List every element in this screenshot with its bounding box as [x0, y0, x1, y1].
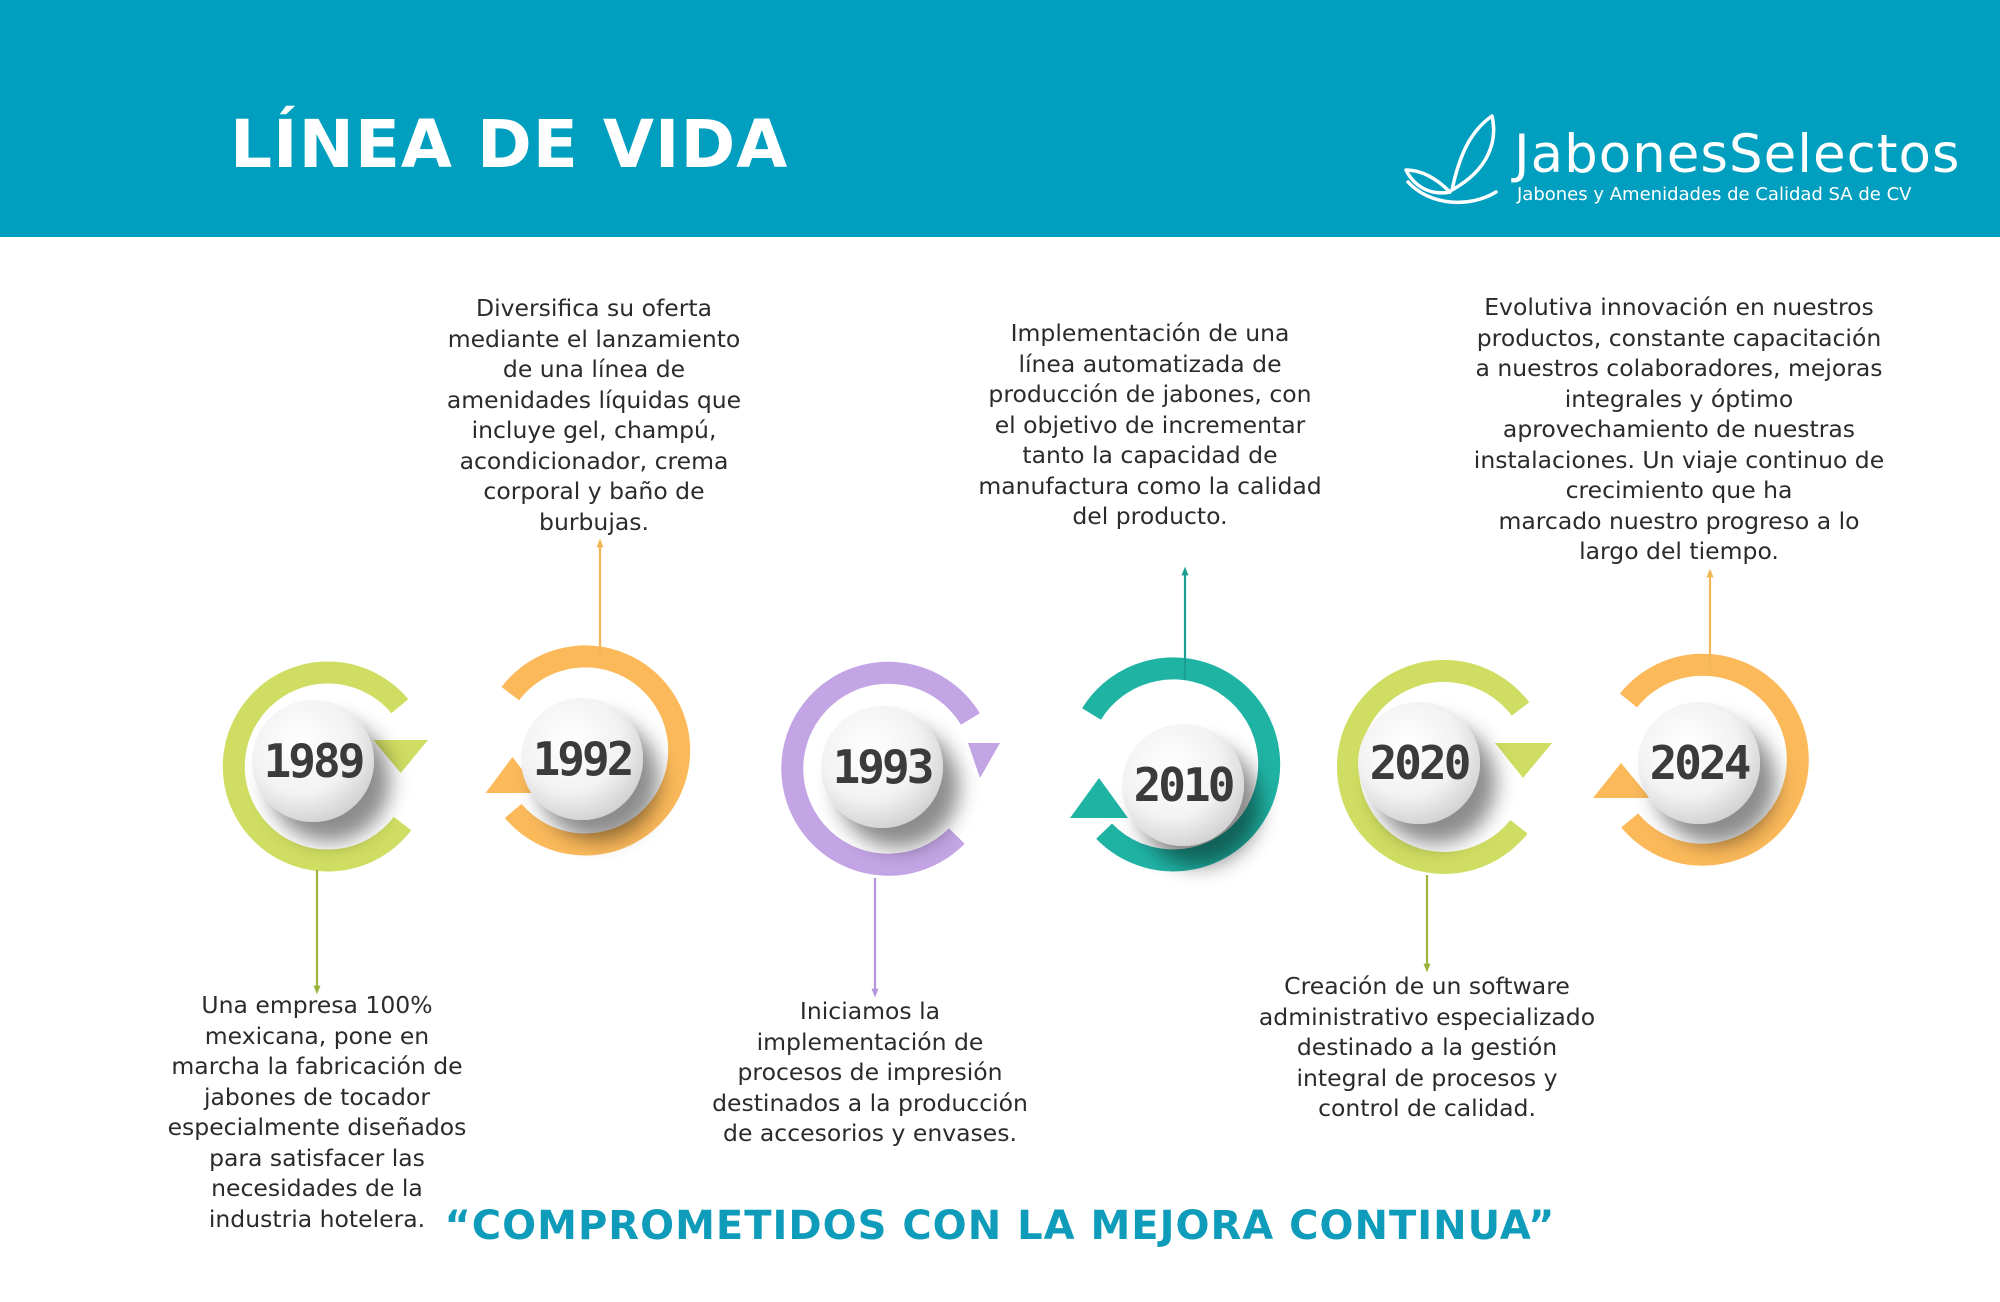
description-line: aprovechamiento de nuestras [1502, 415, 1856, 443]
description-line: crecimiento que ha [1565, 476, 1793, 504]
description-line: Evolutiva innovación en nuestros [1484, 293, 1874, 321]
description-line: producción de jabones, con [988, 380, 1312, 408]
motto-slogan: “COMPROMETIDOS CON LA MEJORA CONTINUA” [444, 1203, 1556, 1249]
description-line: acondicionador, crema [459, 446, 729, 475]
year-label: 1992 [532, 732, 632, 786]
description-line: administrativo especializado [1258, 1002, 1596, 1031]
description-line: mediante el lanzamiento [447, 324, 741, 353]
milestone-1992 [486, 543, 680, 844]
cycle-arrowhead [968, 743, 1000, 778]
description-line: Creación de un software [1284, 972, 1570, 1000]
milestone-2010 [1070, 571, 1269, 860]
year-label: 1989 [263, 734, 363, 788]
description-line: instalaciones. Un viaje continuo de [1473, 445, 1885, 474]
milestone-description-2020 [1259, 971, 1595, 1124]
description-line: mexicana, pone en [204, 1021, 430, 1050]
description-line: de accesorios y envases. [723, 1119, 1017, 1147]
milestone-description-1989 [168, 990, 467, 1234]
description-line: procesos de impresión [737, 1058, 1003, 1086]
year-label: 1993 [832, 740, 932, 794]
description-line: del producto. [1072, 502, 1228, 530]
description-line: especialmente diseñados [167, 1113, 467, 1141]
milestone-2024 [1593, 573, 1798, 855]
description-line: control de calidad. [1318, 1094, 1536, 1122]
milestone-2020 [1348, 671, 1552, 968]
description-line: destinados a la producción [712, 1088, 1028, 1117]
description-line: Implementación de una [1010, 319, 1290, 347]
description-line: marcha la fabricación de [171, 1052, 463, 1080]
cycle-arrowhead [1495, 743, 1552, 778]
description-line: necesidades de la [211, 1174, 423, 1202]
description-line: integrales y óptimo [1564, 384, 1794, 413]
milestone-description-2010 [978, 318, 1321, 532]
brand-tagline: Jabones y Amenidades de Calidad SA de CV [1517, 184, 1912, 205]
milestone-1989 [234, 673, 428, 990]
description-line: de una línea de [502, 355, 686, 383]
description-line: Una empresa 100% [201, 991, 433, 1019]
description-line: el objetivo de incrementar [994, 410, 1306, 439]
description-line: destinado a la gestión [1296, 1033, 1558, 1061]
description-line: a nuestros colaboradores, mejoras [1475, 354, 1883, 382]
milestone-description-2024 [1474, 292, 1884, 567]
description-line: implementación de [756, 1027, 984, 1056]
description-line: manufactura como la calidad [978, 471, 1322, 500]
brand-name: JabonesSelectos [1514, 124, 1961, 185]
milestone-description-1993 [712, 996, 1028, 1149]
year-label: 2020 [1369, 736, 1469, 790]
description-line: Diversifica su oferta [475, 294, 712, 322]
description-line: para satisfacer las [209, 1143, 425, 1172]
description-line: jabones de tocador [203, 1082, 431, 1111]
cycle-arrowhead [1070, 778, 1128, 818]
description-line: productos, constante capacitación [1476, 323, 1882, 352]
milestone-description-1992 [447, 293, 741, 537]
description-line: tanto la capacidad de [1022, 441, 1278, 469]
description-line: industria hotelera. [208, 1204, 426, 1233]
description-line: marcado nuestro progreso a lo [1498, 506, 1860, 535]
description-line: integral de procesos y [1296, 1063, 1558, 1092]
description-line: Iniciamos la [799, 997, 941, 1025]
description-line: corporal y baño de [483, 477, 705, 505]
description-line: amenidades líquidas que [446, 385, 742, 414]
description-line: burbujas. [539, 507, 649, 536]
page-title: LÍNEA DE VIDA [230, 106, 789, 183]
description-line: largo del tiempo. [1579, 537, 1779, 565]
milestone-1993 [792, 673, 1000, 993]
year-label: 2010 [1133, 758, 1233, 812]
description-line: incluye gel, champú, [471, 416, 717, 444]
description-line: línea automatizada de [1018, 349, 1282, 378]
cycle-arrowhead [373, 740, 428, 773]
year-label: 2024 [1649, 736, 1749, 790]
